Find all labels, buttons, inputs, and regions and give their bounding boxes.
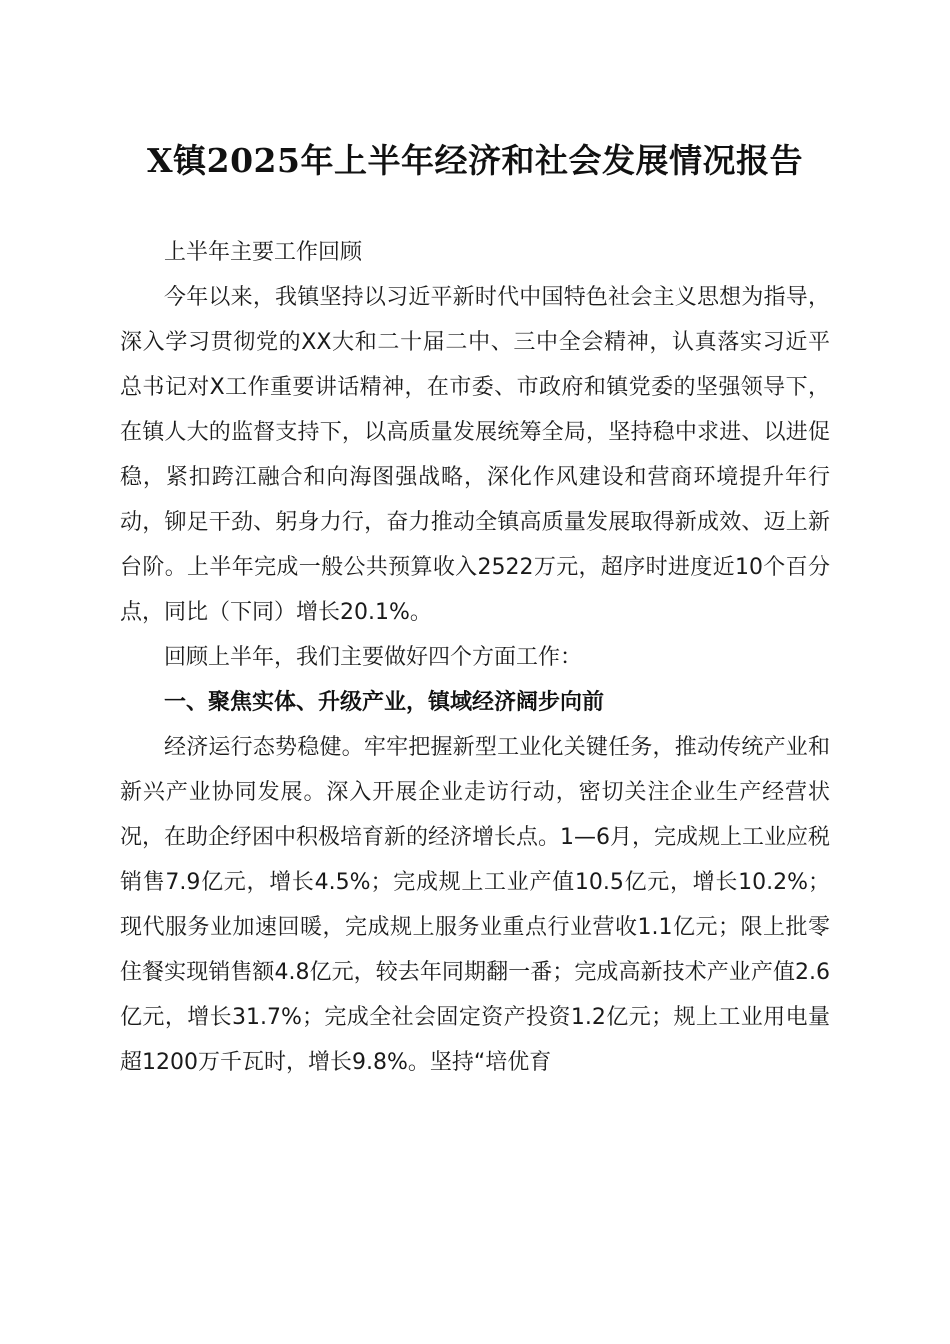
document-body xyxy=(120,230,830,1085)
intro-paragraph: 今年以来，我镇坚持以习近平新时代中国特色社会主义思想为指导，深入学习贯彻党的XX大和二十届二中、三中全会精神，认真落实习近平总书记对X工作重要讲话精神，在市委、市政府和镇党委的坚强领导下，在镇人大的监督支持下，以高质量发展统筹全局，坚持稳中求进、以进促稳，紧扣跨江融合和向海图强战略，深化作风建设和营商环境提升年行动，铆足干劲、躬身力行，奋力推动全镇高质量发展取得新成效、迈上新台阶。上半年完成一般公共预算收入2522万元，超序时进度近10个百分点，同比（下同）增长20.1%。 xyxy=(120,285,830,625)
document-title: X镇2025年上半年经济和社会发展情况报告 xyxy=(147,141,803,180)
section-heading: 一、聚焦实体、升级产业，镇域经济阔步向前 xyxy=(164,690,605,715)
review-paragraph: 回顾上半年，我们主要做好四个方面工作： xyxy=(164,645,583,670)
economy-paragraph: 经济运行态势稳健。牢牢把握新型工业化关键任务，推动传统产业和新兴产业协同发展。深入开展企业走访行动，密切关注企业生产经营状况，在助企纾困中积极培育新的经济增长点。1—6月，完成规上工业应税销售7.9亿元，增长4.5%；完成规上工业产值10.5亿元，增长10.2%；现代服务业加速回暖，完成规上服务业重点行业营收1.1亿元；限上批零住餐实现销售额4.8亿元，较去年同期翻一番；完成高新技术产业产值2.6亿元，增长31.7%；完成全社会固定资产投资1.2亿元；规上工业用电量超1200万千瓦时，增长9.8%。坚持“培优育 xyxy=(120,735,830,1075)
section-label: 上半年主要工作回顾 xyxy=(164,240,363,265)
